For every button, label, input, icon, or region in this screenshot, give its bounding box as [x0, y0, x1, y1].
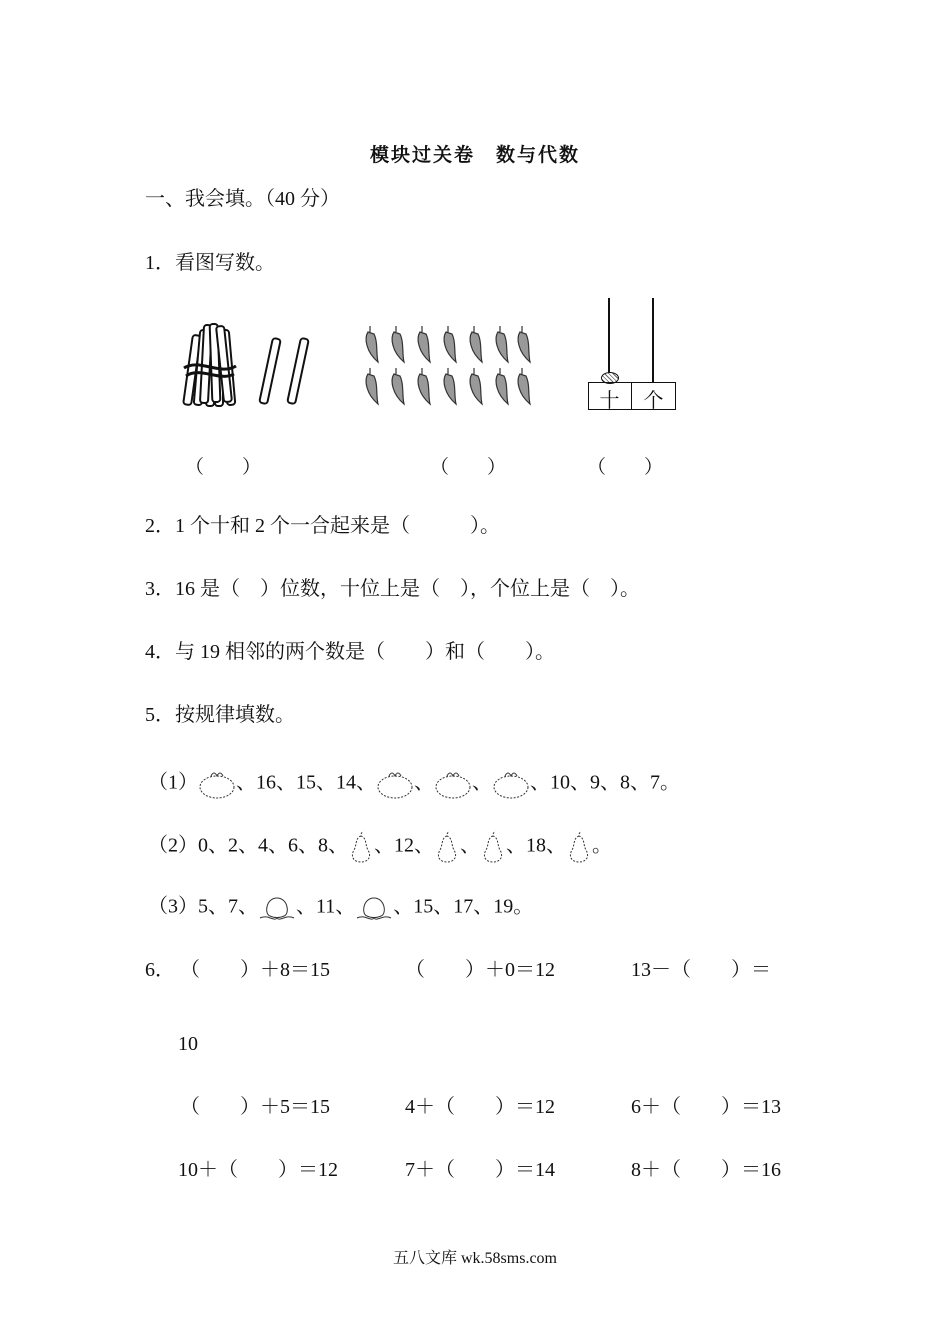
equation: 4＋（ ）＝12	[405, 1096, 555, 1118]
row-text: 、	[460, 834, 480, 857]
pear-icon[interactable]	[566, 830, 592, 864]
tomato-icon[interactable]	[492, 768, 530, 800]
answer-blank-1[interactable]: （ ）	[185, 457, 262, 478]
question-4: 4．与 19 相邻的两个数是（ ）和（ ）。	[145, 641, 555, 663]
answer-blank-2[interactable]: （ ）	[430, 457, 507, 478]
equation: （ ）＋5＝15	[180, 1096, 330, 1118]
question-2: 2．1 个十和 2 个一合起来是（ ）。	[145, 515, 500, 537]
page-title: 模块过关卷 数与代数	[369, 144, 580, 166]
equation: 10＋（ ）＝12	[178, 1159, 338, 1181]
tens-label: 十	[599, 390, 620, 412]
question-5-row-2	[148, 830, 612, 864]
equation: （ ）＋0＝12	[405, 959, 555, 981]
pear-icon[interactable]	[348, 830, 374, 864]
equation: 8＋（ ）＝16	[631, 1159, 781, 1181]
pear-icon[interactable]	[434, 830, 460, 864]
equation: 7＋（ ）＝14	[405, 1159, 555, 1181]
peach-icon[interactable]	[355, 892, 393, 924]
tomato-icon[interactable]	[376, 768, 414, 800]
sticks-illustration	[180, 320, 340, 410]
question-5-row-1	[148, 768, 680, 800]
row-text: 。	[592, 834, 612, 857]
section-heading: 一、我会填。（40 分）	[145, 188, 340, 210]
equation: （ ）＋8＝15	[180, 959, 330, 981]
tomato-icon[interactable]	[198, 768, 236, 800]
equation: 6＋（ ）＝13	[631, 1096, 781, 1118]
tomato-icon[interactable]	[434, 768, 472, 800]
row-text: 、16、15、14、	[236, 771, 376, 794]
equation-continued: 10	[178, 1033, 198, 1055]
row-text: 、18、	[506, 834, 566, 857]
row-text: 、11、	[296, 895, 356, 918]
peach-icon[interactable]	[258, 892, 296, 924]
row-text: 、	[414, 771, 434, 794]
row-prefix: （1）	[148, 771, 198, 794]
question-1-label: 1．看图写数。	[145, 252, 275, 274]
pepper-illustration	[360, 322, 540, 412]
row-text: 、	[472, 771, 492, 794]
footer-watermark: 五八文库 wk.58sms.com	[392, 1250, 557, 1267]
row-text: 、15、17、19。	[393, 895, 534, 918]
row-text: 、12、	[374, 834, 434, 857]
equation: 13－（ ）＝	[631, 959, 771, 981]
abacus	[588, 298, 678, 410]
ones-label: 个	[643, 390, 664, 412]
question-5-row-3	[148, 892, 533, 924]
row-text: 、10、9、8、7。	[530, 771, 680, 794]
row-prefix: （3）5、7、	[148, 895, 258, 918]
question-3: 3．16 是（ ）位数，十位上是（ ），个位上是（ ）。	[145, 578, 640, 600]
answer-blank-3[interactable]: （ ）	[587, 457, 664, 478]
row-prefix: （2）0、2、4、6、8、	[148, 834, 348, 857]
pear-icon[interactable]	[480, 830, 506, 864]
question-6-label: 6．	[145, 959, 175, 981]
question-5-label: 5．按规律填数。	[145, 704, 295, 726]
